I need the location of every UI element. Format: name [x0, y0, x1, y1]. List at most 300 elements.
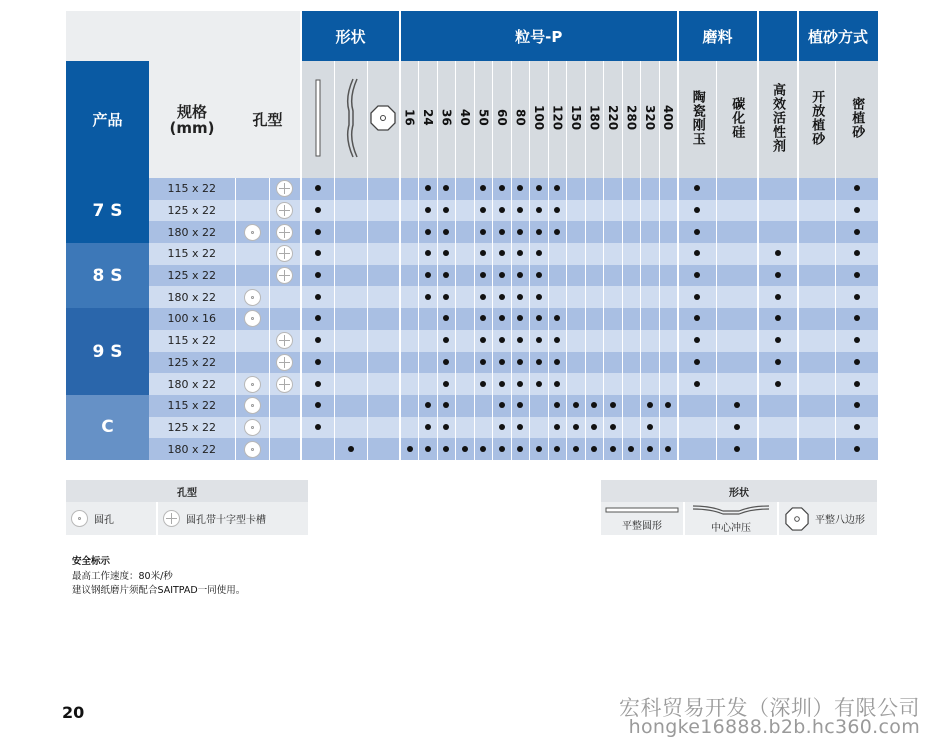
- availability-dot: [443, 402, 449, 408]
- abrasive-cell: [678, 308, 717, 330]
- grit-col-24: [419, 61, 438, 178]
- grit-cell: [419, 286, 438, 308]
- table-row: [66, 200, 878, 222]
- grit-col-400: [659, 61, 678, 178]
- availability-dot: [647, 446, 653, 452]
- grit-cell: [585, 308, 604, 330]
- header-shape: 形状: [301, 11, 400, 61]
- cross-hole-icon: [276, 267, 293, 284]
- grit-cell: [567, 265, 586, 287]
- grit-cell: [530, 395, 549, 417]
- grit-col-40-label: 40: [457, 109, 472, 126]
- abrasive-cell: [678, 395, 717, 417]
- availability-dot: [443, 294, 449, 300]
- grit-cell: [400, 265, 419, 287]
- grit-col-180-label: 180: [587, 104, 602, 131]
- availability-dot: [694, 185, 700, 191]
- shape-cell: [301, 438, 334, 460]
- spec-cell: 180 x 22: [149, 221, 235, 243]
- grit-cell: [511, 330, 530, 352]
- shape-cell: [334, 417, 367, 439]
- hole-round-cell: [235, 330, 269, 352]
- availability-dot: [425, 185, 431, 191]
- availability-dot: [517, 207, 523, 213]
- availability-dot: [854, 402, 860, 408]
- availability-dot: [536, 185, 542, 191]
- coating-cell: [836, 330, 878, 352]
- availability-dot: [536, 207, 542, 213]
- abrasive-cell: [717, 178, 758, 200]
- availability-dot: [694, 315, 700, 321]
- availability-dot: [854, 250, 860, 256]
- abrasive-col-2: [717, 61, 758, 178]
- abrasive-cell: [678, 352, 717, 374]
- availability-dot: [554, 207, 560, 213]
- coating-col-1: [798, 61, 836, 178]
- grit-cell: [585, 286, 604, 308]
- grit-cell: [659, 330, 678, 352]
- grit-cell: [400, 200, 419, 222]
- hole-round-cell: [235, 200, 269, 222]
- abrasive-cell: [678, 417, 717, 439]
- grit-col-320: [641, 61, 660, 178]
- additive-cell: [758, 243, 798, 265]
- grit-cell: [567, 308, 586, 330]
- grit-cell: [604, 438, 623, 460]
- product-group-label: 7 S: [66, 178, 149, 243]
- grit-cell: [456, 200, 475, 222]
- round-hole-icon: [244, 310, 261, 327]
- shape-cell: [367, 286, 400, 308]
- grit-cell: [622, 200, 641, 222]
- shape-cell: [367, 438, 400, 460]
- grit-cell: [548, 221, 567, 243]
- availability-dot: [480, 315, 486, 321]
- grit-cell: [567, 330, 586, 352]
- grit-col-400-label: 400: [661, 104, 675, 131]
- grit-cell: [400, 373, 419, 395]
- grit-cell: [604, 417, 623, 439]
- additive-cell: [758, 265, 798, 287]
- additive-cell: [758, 352, 798, 374]
- availability-dot: [443, 229, 449, 235]
- spec-cell: 115 x 22: [149, 178, 235, 200]
- availability-dot: [536, 381, 542, 387]
- grit-col-100: [530, 61, 549, 178]
- grit-col-16-label: 16: [402, 109, 417, 126]
- availability-dot: [315, 207, 321, 213]
- grit-cell: [548, 417, 567, 439]
- hole-legend-cross-label: 圆孔带十字型卡槽: [186, 515, 266, 526]
- coating-cell: [798, 265, 836, 287]
- grit-cell: [567, 200, 586, 222]
- availability-dot: [462, 446, 468, 452]
- grit-cell: [419, 308, 438, 330]
- availability-dot: [854, 185, 860, 191]
- availability-dot: [775, 250, 781, 256]
- availability-dot: [536, 315, 542, 321]
- shape-cell: [367, 395, 400, 417]
- grit-cell: [511, 200, 530, 222]
- grit-cell: [437, 178, 456, 200]
- round-hole-icon: [71, 510, 88, 527]
- table-row: [66, 308, 878, 330]
- safety-line-2: 建议钢纸磨片须配合SAITPAD一同使用。: [72, 585, 246, 596]
- grit-cell: [474, 243, 493, 265]
- availability-dot: [694, 272, 700, 278]
- availability-dot: [734, 402, 740, 408]
- availability-dot: [536, 294, 542, 300]
- shape-center-icon: [334, 61, 367, 178]
- availability-dot: [628, 446, 634, 452]
- availability-dot: [554, 446, 560, 452]
- shape-cell: [367, 243, 400, 265]
- grit-cell: [604, 308, 623, 330]
- spec-cell: 125 x 22: [149, 352, 235, 374]
- availability-dot: [694, 207, 700, 213]
- availability-dot: [573, 402, 579, 408]
- availability-dot: [854, 294, 860, 300]
- grit-cell: [659, 221, 678, 243]
- product-spec-table: [66, 11, 878, 460]
- availability-dot: [425, 229, 431, 235]
- shape-cell: [301, 221, 334, 243]
- availability-dot: [425, 294, 431, 300]
- grit-cell: [456, 243, 475, 265]
- grit-cell: [493, 352, 512, 374]
- availability-dot: [499, 207, 505, 213]
- hole-round-cell: [235, 286, 269, 308]
- coating-cell: [836, 395, 878, 417]
- product-group-label: 8 S: [66, 243, 149, 308]
- grit-col-120-label: 120: [550, 104, 565, 131]
- grit-cell: [456, 178, 475, 200]
- grit-cell: [437, 200, 456, 222]
- grit-cell: [530, 221, 549, 243]
- grit-cell: [530, 373, 549, 395]
- hole-legend-cross: [157, 502, 308, 535]
- availability-dot: [315, 272, 321, 278]
- grit-col-16: [400, 61, 419, 178]
- octagon-icon: [785, 507, 809, 531]
- watermark-company: 宏科贸易开发（深圳）有限公司: [619, 696, 920, 720]
- abrasive-cell: [678, 178, 717, 200]
- hole-round-cell: [235, 438, 269, 460]
- shape-legend-octagon: [778, 502, 877, 535]
- grit-cell: [604, 178, 623, 200]
- shape-legend-octagon-label: 平整八边形: [815, 515, 865, 526]
- grit-cell: [604, 243, 623, 265]
- hole-legend-title: 孔型: [66, 480, 308, 502]
- grit-cell: [474, 178, 493, 200]
- availability-dot: [854, 446, 860, 452]
- additive-cell: [758, 178, 798, 200]
- additive-cell: [758, 373, 798, 395]
- table-row: [66, 373, 878, 395]
- availability-dot: [315, 315, 321, 321]
- availability-dot: [315, 337, 321, 343]
- shape-cell: [367, 352, 400, 374]
- grit-cell: [474, 352, 493, 374]
- grit-cell: [530, 243, 549, 265]
- hole-legend: [66, 480, 308, 535]
- availability-dot: [425, 250, 431, 256]
- grit-cell: [493, 395, 512, 417]
- grit-cell: [622, 286, 641, 308]
- shape-cell: [334, 330, 367, 352]
- grit-cell: [400, 308, 419, 330]
- grit-col-60-label: 60: [494, 109, 509, 126]
- abrasive-col-2-label: 碳化硅: [729, 96, 745, 139]
- abrasive-cell: [717, 200, 758, 222]
- grit-cell: [419, 417, 438, 439]
- availability-dot: [517, 359, 523, 365]
- availability-dot: [480, 359, 486, 365]
- spec-cell: 100 x 16: [149, 308, 235, 330]
- hole-cross-cell: [269, 373, 301, 395]
- grit-cell: [400, 438, 419, 460]
- grit-cell: [419, 221, 438, 243]
- grit-col-50: [474, 61, 493, 178]
- additive-cell: [758, 308, 798, 330]
- hole-cross-cell: [269, 200, 301, 222]
- hole-cross-cell: [269, 265, 301, 287]
- grit-cell: [567, 286, 586, 308]
- availability-dot: [315, 229, 321, 235]
- grit-cell: [622, 265, 641, 287]
- grit-col-80-label: 80: [513, 109, 528, 126]
- grit-cell: [604, 395, 623, 417]
- table-row: [66, 286, 878, 308]
- header-coating: 植砂方式: [798, 11, 878, 61]
- grit-col-280-label: 280: [624, 104, 639, 131]
- coating-cell: [798, 417, 836, 439]
- grit-cell: [585, 178, 604, 200]
- shape-cell: [301, 178, 334, 200]
- availability-dot: [591, 424, 597, 430]
- grit-col-24-label: 24: [420, 109, 435, 126]
- availability-dot: [775, 381, 781, 387]
- grit-cell: [456, 395, 475, 417]
- grit-cell: [437, 330, 456, 352]
- abrasive-cell: [717, 352, 758, 374]
- grit-cell: [659, 395, 678, 417]
- abrasive-cell: [678, 221, 717, 243]
- availability-dot: [480, 337, 486, 343]
- availability-dot: [610, 402, 616, 408]
- availability-dot: [554, 402, 560, 408]
- shape-cell: [301, 243, 334, 265]
- grit-cell: [493, 417, 512, 439]
- coating-col-1-label: 开放植砂: [809, 89, 825, 146]
- abrasive-cell: [717, 395, 758, 417]
- availability-dot: [499, 185, 505, 191]
- hole-round-cell: [235, 308, 269, 330]
- grit-cell: [530, 286, 549, 308]
- grit-cell: [474, 373, 493, 395]
- header-spec-line2: (mm): [169, 118, 215, 137]
- coating-cell: [836, 178, 878, 200]
- coating-cell: [798, 221, 836, 243]
- header-spec: [149, 61, 235, 178]
- availability-dot: [554, 185, 560, 191]
- grit-cell: [659, 200, 678, 222]
- availability-dot: [573, 446, 579, 452]
- shape-cell: [301, 395, 334, 417]
- shape-cell: [334, 200, 367, 222]
- grit-cell: [419, 352, 438, 374]
- grit-cell: [585, 373, 604, 395]
- availability-dot: [480, 294, 486, 300]
- grit-cell: [493, 373, 512, 395]
- availability-dot: [665, 402, 671, 408]
- spec-cell: 125 x 22: [149, 200, 235, 222]
- shape-cell: [367, 308, 400, 330]
- availability-dot: [499, 337, 505, 343]
- hole-cross-cell: [269, 417, 301, 439]
- grit-cell: [585, 243, 604, 265]
- grit-cell: [548, 200, 567, 222]
- table-row: [66, 243, 878, 265]
- availability-dot: [425, 207, 431, 213]
- availability-dot: [443, 381, 449, 387]
- grit-cell: [511, 243, 530, 265]
- round-hole-icon: [244, 376, 261, 393]
- availability-dot: [554, 424, 560, 430]
- abrasive-cell: [717, 330, 758, 352]
- coating-cell: [798, 286, 836, 308]
- grit-cell: [641, 243, 660, 265]
- grit-cell: [400, 417, 419, 439]
- availability-dot: [480, 381, 486, 387]
- grit-cell: [437, 265, 456, 287]
- hole-round-cell: [235, 243, 269, 265]
- shape-cell: [334, 352, 367, 374]
- availability-dot: [573, 424, 579, 430]
- grit-cell: [585, 265, 604, 287]
- abrasive-col-1-label: 陶瓷刚玉: [689, 89, 705, 146]
- grit-cell: [511, 417, 530, 439]
- grit-cell: [530, 417, 549, 439]
- shape-octagon-icon: [367, 61, 400, 178]
- coating-cell: [836, 265, 878, 287]
- availability-dot: [443, 207, 449, 213]
- header-additive-blank: [758, 11, 798, 61]
- grit-cell: [511, 308, 530, 330]
- availability-dot: [315, 250, 321, 256]
- availability-dot: [610, 424, 616, 430]
- additive-col: [758, 61, 798, 178]
- grit-cell: [659, 417, 678, 439]
- grit-cell: [456, 417, 475, 439]
- spec-cell: 115 x 22: [149, 395, 235, 417]
- availability-dot: [517, 381, 523, 387]
- grit-col-50-label: 50: [476, 109, 491, 126]
- grit-cell: [622, 373, 641, 395]
- availability-dot: [694, 337, 700, 343]
- grit-cell: [604, 373, 623, 395]
- grit-cell: [493, 178, 512, 200]
- coating-cell: [836, 221, 878, 243]
- grit-cell: [659, 438, 678, 460]
- grit-cell: [622, 438, 641, 460]
- grit-cell: [548, 286, 567, 308]
- hole-cross-cell: [269, 221, 301, 243]
- grit-col-150-label: 150: [568, 104, 583, 131]
- flat-disc-icon: [605, 506, 679, 514]
- grit-cell: [659, 243, 678, 265]
- availability-dot: [734, 446, 740, 452]
- availability-dot: [315, 294, 321, 300]
- coating-cell: [836, 286, 878, 308]
- table-row: [66, 178, 878, 200]
- availability-dot: [517, 446, 523, 452]
- grit-cell: [456, 308, 475, 330]
- cross-hole-icon: [163, 510, 180, 527]
- grit-cell: [585, 417, 604, 439]
- grit-cell: [400, 221, 419, 243]
- availability-dot: [647, 424, 653, 430]
- availability-dot: [425, 272, 431, 278]
- round-hole-icon: [244, 397, 261, 414]
- shape-legend-center: [684, 502, 778, 535]
- grit-cell: [641, 265, 660, 287]
- availability-dot: [517, 424, 523, 430]
- grit-col-60: [493, 61, 512, 178]
- grit-cell: [622, 395, 641, 417]
- shape-cell: [334, 265, 367, 287]
- spec-cell: 125 x 22: [149, 265, 235, 287]
- grit-cell: [622, 178, 641, 200]
- abrasive-cell: [717, 243, 758, 265]
- coating-cell: [836, 308, 878, 330]
- grit-cell: [474, 308, 493, 330]
- abrasive-cell: [717, 265, 758, 287]
- availability-dot: [536, 229, 542, 235]
- coating-cell: [798, 308, 836, 330]
- grit-cell: [511, 265, 530, 287]
- grit-cell: [437, 438, 456, 460]
- grit-cell: [604, 265, 623, 287]
- grit-col-150: [567, 61, 586, 178]
- availability-dot: [536, 250, 542, 256]
- availability-dot: [694, 250, 700, 256]
- availability-dot: [854, 229, 860, 235]
- spec-cell: 180 x 22: [149, 373, 235, 395]
- additive-cell: [758, 417, 798, 439]
- abrasive-cell: [678, 243, 717, 265]
- header-product: 产品: [66, 61, 149, 178]
- grit-cell: [548, 243, 567, 265]
- header-grit: 粒号-P: [400, 11, 678, 61]
- grit-cell: [659, 308, 678, 330]
- grit-cell: [437, 417, 456, 439]
- grit-cell: [493, 243, 512, 265]
- availability-dot: [443, 424, 449, 430]
- additive-cell: [758, 395, 798, 417]
- grit-cell: [548, 395, 567, 417]
- availability-dot: [499, 250, 505, 256]
- grit-cell: [400, 286, 419, 308]
- availability-dot: [775, 315, 781, 321]
- grit-cell: [493, 308, 512, 330]
- hole-cross-cell: [269, 438, 301, 460]
- availability-dot: [348, 446, 354, 452]
- grit-cell: [659, 373, 678, 395]
- shape-cell: [334, 438, 367, 460]
- grit-cell: [493, 200, 512, 222]
- availability-dot: [480, 250, 486, 256]
